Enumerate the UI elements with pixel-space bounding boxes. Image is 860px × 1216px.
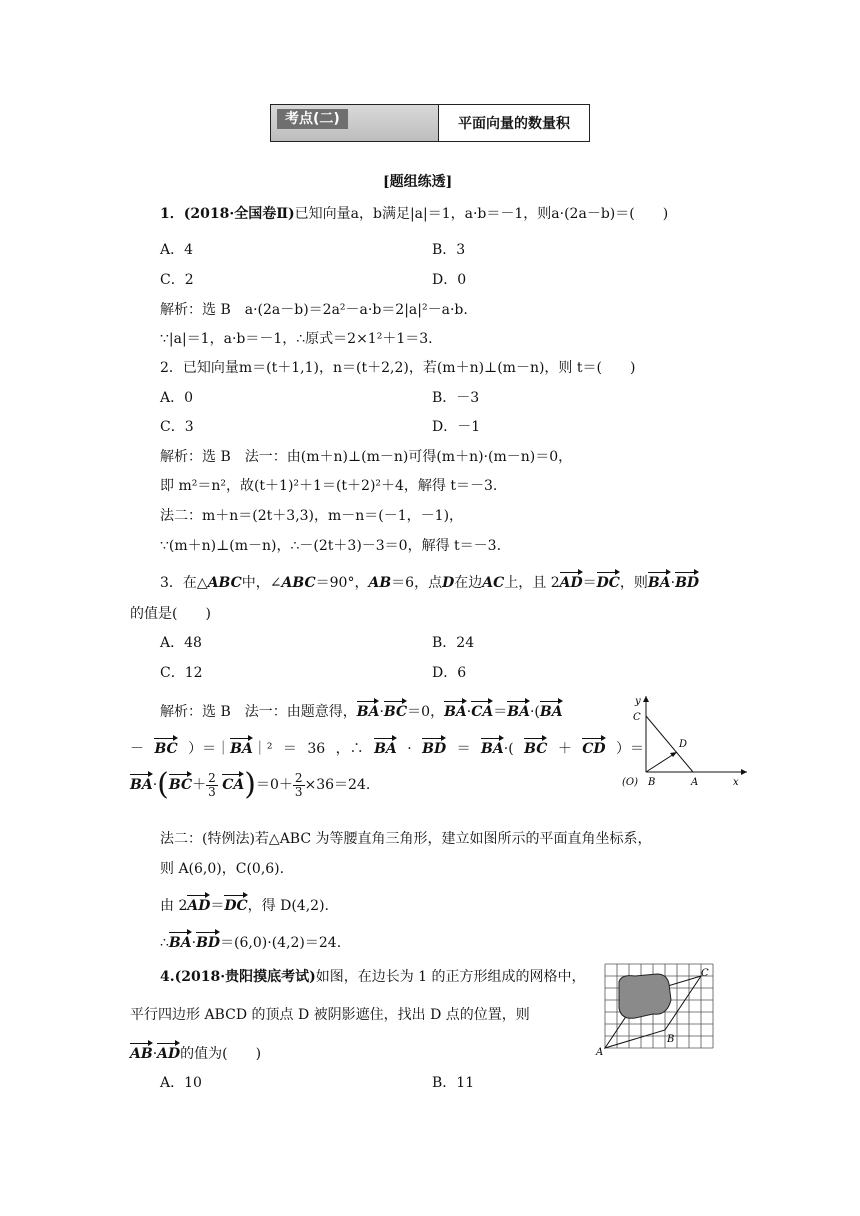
q3-method2-line-1: 法二：(特例法)若△ABC 为等腰直角三角形，建立如图所示的平面直角坐标系， [160,831,652,847]
label-a: A [691,777,699,788]
label-b: B [648,777,656,788]
label-y: y [635,696,641,707]
q1-option-b: B．3 [432,242,466,258]
topic-title: 平面向量的数量积 [458,116,570,132]
label-x: x [733,777,739,788]
q4-stem-line-3: AB·AD的值为( ) [130,1046,262,1062]
topic-tag-label: 考点(二) [277,109,348,129]
fraction-two-thirds: $\frac{2}{3}$ [294,770,303,799]
q3-stem-line-2: 的值是( ) [130,606,211,622]
q1-source: (2018·全国卷Ⅱ) [183,206,295,222]
q3-stem-line-1: 3．在△ABC中，∠ABC＝90°，AB＝6，点D在边AC上，且 2AD＝DC，则BA·BD [160,575,700,591]
q4-grid-figure [595,960,717,1056]
q2-option-b: B．－3 [432,390,480,406]
vector-bd: BD [675,575,700,591]
q1-text: 已知向量a，b满足|a|＝1，a·b＝－1，则a·(2a－b)＝( ) [294,206,669,222]
q1-number: 1． [160,206,184,222]
q3-solution-line-3: BA·(BC＋ $\frac{2}{3}$ CA)＝0＋ $\frac{2}{3}$ ×36＝24. [130,767,371,802]
q3-method2-line-3: 由 2AD＝DC，得 D(4,2). [160,898,329,914]
q3-coordinate-figure [615,690,750,790]
q4-option-b: B．11 [432,1075,475,1091]
x-axis-arrow [741,769,747,775]
section-title: [题组练透] [383,174,453,190]
q1-stem [160,203,668,223]
q2-option-a: A．0 [160,390,194,406]
q1-solution-line-1: 解析：选 B a·(2a－b)＝2a²－a·b＝2|a|²－a·b. [160,302,468,318]
q3-option-b: B．24 [432,635,475,651]
q2-option-c: C．3 [160,419,194,435]
q3-option-c: C．12 [160,665,203,681]
label-d: D [679,739,688,750]
vector-ad: AD [559,575,583,591]
q3-option-a: A．48 [160,635,202,651]
left-bracket: ( [157,767,169,802]
q2-solution-line-1: 解析：选 B 法一：由(m＋n)⊥(m－n)可得(m＋n)·(m－n)＝0， [160,449,573,465]
label-c: C [701,968,709,979]
q2-option-d: D．－1 [432,419,481,435]
fraction-two-thirds: $\frac{2}{3}$ [208,770,216,799]
q1-option-a: A．4 [160,242,194,258]
q3-method2-line-4: ∴BA·BD＝(6,0)·(4,2)＝24. [160,935,342,951]
right-bracket: ) [244,767,256,802]
q1-option-d: D．0 [432,272,467,288]
vector-dc: DC [596,575,620,591]
q2-solution-line-3: 法二：m＋n＝(2t＋3,3)，m－n＝(－1，－1)， [160,508,464,524]
label-c: C [633,712,641,723]
q4-stem-line-2: 平行四边形 ABCD 的顶点 D 被阴影遮住，找出 D 点的位置，则 [130,1007,530,1023]
q2-solution-line-2: 即 m²＝n²，故(t＋1)²＋1＝(t＋2)²＋4，解得 t＝－3. [160,478,498,494]
q2-stem: 2．已知向量m＝(t＋1,1)，n＝(t＋2,2)，若(m＋n)⊥(m－n)，则 t＝( ) [160,360,636,376]
q4-stem-line-1: 4.(2018·贵阳摸底考试)如图，在边长为 1 的正方形组成的网格中， [160,969,586,985]
q3-method2-line-2: 则 A(6,0)，C(0,6). [160,861,285,877]
q1-option-c: C．2 [160,272,194,288]
vector-ba: BA [647,575,671,591]
label-o: (O) [622,777,639,788]
topic-header [270,104,590,142]
topic-tag [271,105,439,141]
q4-option-a: A．10 [160,1075,202,1091]
q1-solution-line-2: ∵|a|＝1，a·b＝－1，∴原式＝2×1²＋1＝3. [160,331,433,347]
label-b: B [667,1034,675,1045]
shaded-region [619,974,671,1018]
q3-solution-line-2: － BC ）＝｜BA｜² ＝ 36 ，∴ BA · BD ＝ BA·( BC ＋ CD ）＝ [130,741,645,757]
y-axis-arrow [643,696,649,702]
q3-solution-line-1: 解析：选 B 法一：由题意得，BA·BC＝0，BA·CA＝BA·(BA [160,704,563,720]
q3-option-d: D．6 [432,665,467,681]
q2-solution-line-4: ∵(m＋n)⊥(m－n)，∴－(2t＋3)－3＝0，解得 t＝－3. [160,538,502,554]
label-a: A [596,1047,604,1056]
